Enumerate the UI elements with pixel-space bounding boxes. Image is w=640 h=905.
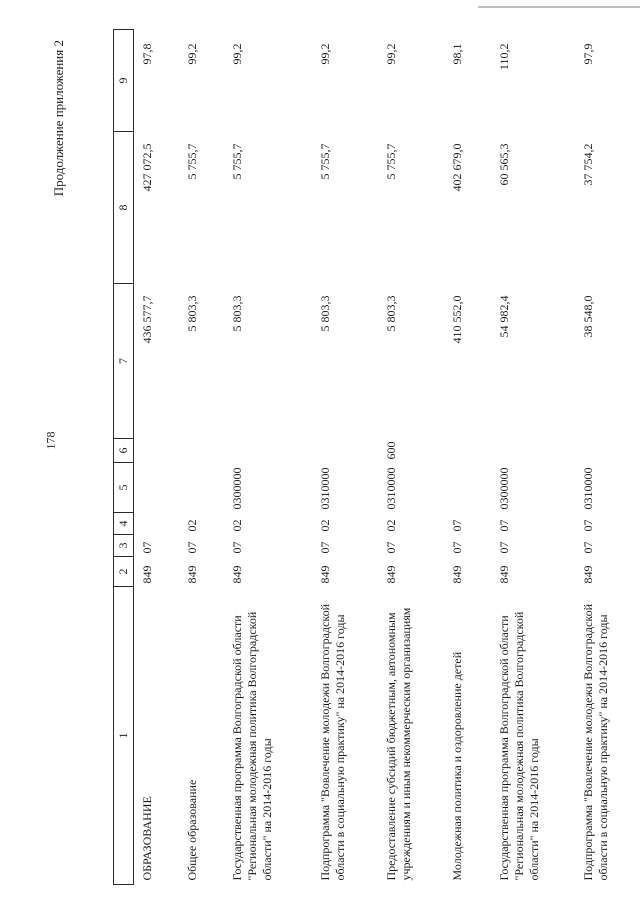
cell-section: 07 [230, 541, 244, 554]
cell-admin-code: 849 [497, 565, 511, 584]
scan-edge-mark [478, 6, 640, 8]
cell-executed: 5 755,7 [185, 143, 199, 180]
row-name: Подпрограмма "Вовлечение молодежи Волгоградской области в социальную практику" на 2014-2016 годы [318, 604, 347, 881]
cell-executed: 427 072,5 [140, 143, 154, 192]
cell-section: 07 [318, 541, 332, 554]
cell-planned: 54 982,4 [497, 295, 511, 338]
cell-expense-type [134, 439, 180, 463]
budget-table [113, 29, 640, 885]
cell-section: 07 [140, 541, 154, 554]
column-header: 1 [114, 587, 134, 885]
cell-admin-code: 849 [230, 565, 244, 584]
column-header: 4 [114, 513, 134, 535]
cell-executed: 402 679,0 [450, 143, 464, 192]
column-header: 8 [114, 132, 134, 284]
cell-admin-code: 849 [581, 565, 595, 584]
cell-target-article [179, 463, 224, 513]
cell-percent: 110,2 [497, 43, 511, 71]
page-number: 178 [43, 431, 58, 450]
cell-section: 07 [384, 541, 398, 554]
cell-target-article: 0310000 [384, 467, 398, 510]
table-row [491, 30, 575, 885]
cell-admin-code: 849 [384, 565, 398, 584]
cell-target-article: 0300000 [497, 467, 511, 510]
column-header: 2 [114, 557, 134, 587]
column-header: 6 [114, 439, 134, 463]
cell-target-article [134, 463, 180, 513]
cell-expense-type [444, 439, 491, 463]
cell-subsection: 07 [450, 519, 464, 532]
cell-section: 07 [185, 541, 199, 554]
continuation-label: Продолжение приложения 2 [51, 40, 66, 197]
cell-planned: 38 548,0 [581, 295, 595, 338]
cell-target-article [444, 463, 491, 513]
cell-expense-type [224, 439, 312, 463]
table-row [378, 30, 444, 885]
rotated-table-area [51, 30, 610, 885]
cell-expense-type [179, 439, 224, 463]
table-row [312, 30, 378, 885]
cell-admin-code: 849 [185, 565, 199, 584]
cell-target-article: 0300000 [230, 467, 244, 510]
table-row [224, 30, 312, 885]
row-name: Общее образование [185, 779, 199, 881]
cell-percent: 99,2 [384, 43, 398, 65]
cell-section: 07 [450, 541, 464, 554]
cell-executed: 37 754,2 [581, 143, 595, 186]
cell-expense-type [491, 439, 575, 463]
table-row [444, 30, 491, 885]
table-row [134, 30, 180, 885]
cell-subsection: 02 [230, 519, 244, 532]
cell-admin-code: 849 [140, 565, 154, 584]
cell-planned: 5 803,3 [230, 295, 244, 332]
cell-percent: 97,8 [140, 43, 154, 65]
cell-planned: 5 803,3 [318, 295, 332, 332]
cell-admin-code: 849 [318, 565, 332, 584]
cell-subsection: 02 [384, 519, 398, 532]
column-header: 5 [114, 463, 134, 513]
column-header: 3 [114, 535, 134, 557]
header-row [114, 30, 134, 885]
cell-expense-type: 600 [384, 441, 398, 460]
cell-planned: 5 803,3 [384, 295, 398, 332]
cell-subsection: 02 [318, 519, 332, 532]
cell-target-article: 0310000 [318, 467, 332, 510]
row-name: Государственная программа Волгоградской области "Региональная молодежная политика Волгоградской области" на 2014-2016 годы [497, 611, 541, 881]
cell-planned: 5 803,3 [185, 295, 199, 332]
cell-subsection: 07 [497, 519, 511, 532]
cell-subsection: 07 [581, 519, 595, 532]
cell-expense-type [312, 439, 378, 463]
cell-executed: 5 755,7 [384, 143, 398, 180]
cell-admin-code: 849 [450, 565, 464, 584]
row-name: Государственная программа Волгоградской области "Региональная молодежная политика Волгоградской области" на 2014-2016 годы [230, 611, 274, 881]
cell-section: 07 [497, 541, 511, 554]
cell-percent: 99,2 [185, 43, 199, 65]
cell-subsection: 02 [185, 519, 199, 532]
cell-executed: 5 755,7 [230, 143, 244, 180]
cell-planned: 436 577,7 [140, 295, 154, 344]
cell-percent: 99,2 [318, 43, 332, 65]
cell-executed: 5 755,7 [318, 143, 332, 180]
cell-planned: 410 552,0 [450, 295, 464, 344]
cell-executed: 60 565,3 [497, 143, 511, 186]
table-row [179, 30, 224, 885]
row-name: Молодежная политика и оздоровление детей [450, 651, 464, 881]
row-name: Предоставление субсидий бюджетным, автономным учреждениям и иным некоммерческим организациям [384, 607, 413, 881]
cell-section: 07 [581, 541, 595, 554]
cell-percent: 98,1 [450, 43, 464, 65]
column-header: 7 [114, 284, 134, 439]
cell-percent: 97,9 [581, 43, 595, 65]
table-row [575, 30, 640, 885]
cell-target-article: 0310000 [581, 467, 595, 510]
row-name: Подпрограмма "Вовлечение молодежи Волгоградской области в социальную практику" на 2014-2016 годы [581, 604, 610, 881]
column-header: 9 [114, 30, 134, 132]
cell-expense-type [575, 439, 640, 463]
cell-percent: 99,2 [230, 43, 244, 65]
row-name: ОБРАЗОВАНИЕ [140, 796, 154, 881]
cell-subsection [134, 513, 180, 535]
